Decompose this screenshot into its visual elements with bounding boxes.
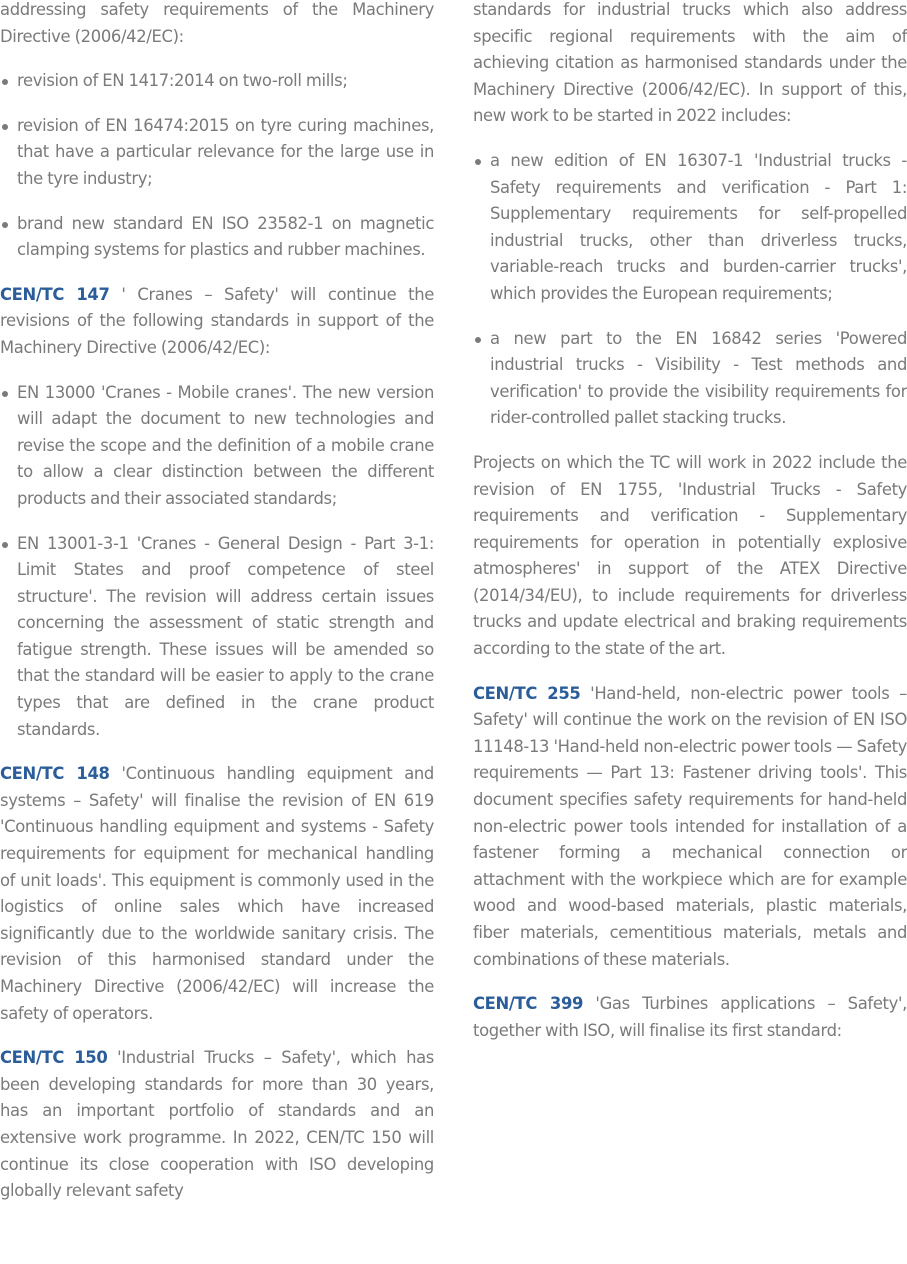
tc399-text: 'Gas Turbines applications – Safety', together with ISO, will finalise its first standard: <box>473 994 907 1040</box>
tc147-text: ' Cranes – Safety' will continue the revisions of the following standards in support of the Machinery Directive (2006/42/EC): <box>0 284 435 357</box>
tc255-text: 'Hand-held, non-electric power tools – Safety' will continue the work on the revision of EN ISO 11148-13 'Hand-held non-electric power tools — Safety requirements — Part 13: Fastener driving tools'. This document specifies safety requirements for hand-held non-electric power tools intended for installation of a fastener forming a mechanical connection or attachment with the workpiece which are for example wood and wood-based materials, plastic materials, fiber materials, cementitious materials, metals and combinations of these materials. <box>473 683 907 969</box>
list-item: revision of EN 1417:2014 on two-roll mills; <box>0 68 434 95</box>
tc147-paragraph <box>0 282 434 362</box>
list-item: a new edition of EN 16307-1 'Industrial trucks - Safety requirements and verification - Part 1: Supplementary requirements for self-propelled industrial trucks, other than driverless trucks, variable-reach trucks and burden-carrier trucks', which provides the European requirements; <box>473 148 907 308</box>
tc150-continuation: standards for industrial trucks which also address specific regional requirements with the aim of achieving citation as harmonised standards under the Machinery Directive (2006/42/EC). In support of this, new work to be started in 2022 includes: <box>473 0 907 126</box>
list-item: a new part to the EN 16842 series 'Powered industrial trucks - Visibility - Test methods and verification' to provide the visibility requirements for rider-controlled pallet stacking trucks. <box>473 326 907 432</box>
tc147-bullet-list <box>0 380 434 744</box>
tc-code: CEN/TC 255 <box>473 683 581 703</box>
tc-code: CEN/TC 399 <box>473 994 584 1014</box>
tc150-bullet-list <box>473 148 907 432</box>
tc150-projects: Projects on which the TC will work in 2022 include the revision of EN 1755, 'Industrial Trucks - Safety requirements and verification - Supplementary requirements for operation in potentially explosive atmospheres' in support of the ATEX Directive (2014/34/EU), to include requirements for driverless trucks and update electrical and braking requirements according to the state of the art. <box>473 452 907 659</box>
list-item: brand new standard EN ISO 23582-1 on magnetic clamping systems for plastics and rubber machines. <box>0 211 434 264</box>
tc-code: CEN/TC 150 <box>0 1048 108 1068</box>
tc255-paragraph <box>473 681 907 974</box>
right-column <box>473 0 907 1062</box>
tc-code: CEN/TC 147 <box>0 284 110 304</box>
list-item: EN 13001-3-1 'Cranes - General Design - Part 3-1: Limit States and proof competence of steel structure'. The revision will address certain issues concerning the assessment of static strength and fatigue strength. These issues will be amended so that the standard will be easier to apply to the crane types that are defined in the crane product standards. <box>0 531 434 744</box>
tc148-paragraph <box>0 761 434 1027</box>
tc-code: CEN/TC 148 <box>0 764 110 784</box>
tc150-paragraph <box>0 1045 434 1205</box>
list-item: EN 13000 'Cranes - Mobile cranes'. The new version will adapt the document to new technologies and revise the scope and the definition of a mobile crane to allow a clear distinction between the different products and their associated standards; <box>0 380 434 513</box>
left-column <box>0 0 434 1223</box>
list-item: revision of EN 16474:2015 on tyre curing machines, that have a particular relevance for the large use in the tyre industry; <box>0 113 434 193</box>
intro-bullet-list <box>0 68 434 264</box>
tc150-text: 'Industrial Trucks – Safety', which has been developing standards for more than 30 years, has an important portfolio of standards and an extensive work programme. In 2022, CEN/TC 150 will continue its close cooperation with ISO developing globally relevant safety <box>0 1048 434 1201</box>
tc148-text: 'Continuous handling equipment and systems – Safety' will finalise the revision of EN 619 'Continuous handling equipment and systems - Safety requirements for equipment for mechanical handling of unit loads'. This equipment is commonly used in the logistics of online sales which have increased significantly due to the worldwide sanitary crisis. The revision of this harmonised standard under the Machinery Directive (2006/42/EC) will increase the safety of operators. <box>0 764 434 1023</box>
tc399-paragraph <box>473 991 907 1044</box>
intro-continuation: addressing safety requirements of the Machinery Directive (2006/42/EC): <box>0 0 434 46</box>
